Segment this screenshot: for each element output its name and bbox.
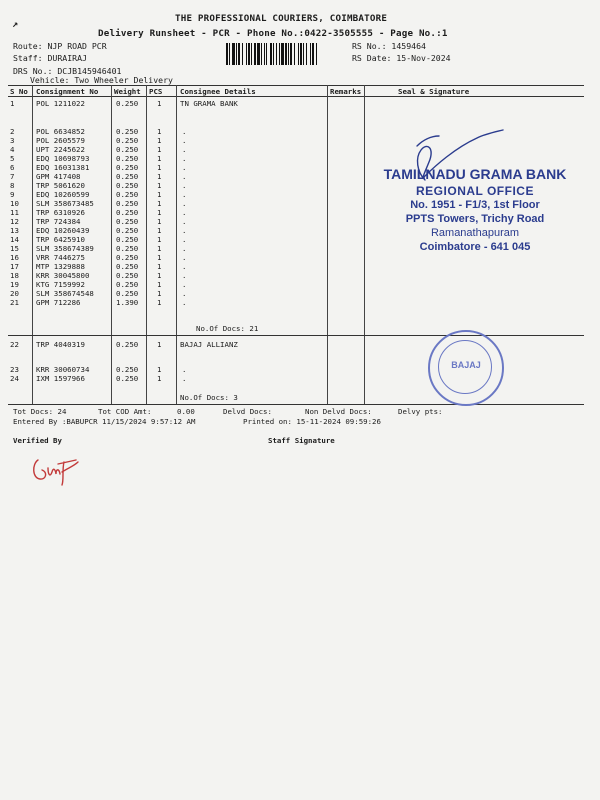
barcode-bar <box>229 43 230 65</box>
rs-date: RS Date: 15-Nov-2024 <box>352 53 451 63</box>
col-divider <box>146 85 147 405</box>
weight-cell: 0.250 <box>116 217 139 226</box>
sno-cell: 3 <box>10 136 15 145</box>
sno-cell: 14 <box>10 235 19 244</box>
barcode-bar <box>316 43 317 65</box>
rs-number: RS No.: 1459464 <box>352 41 426 51</box>
barcode-bar <box>310 43 311 65</box>
barcode-bar <box>254 43 256 65</box>
consignee-mark-cell: . <box>182 365 187 374</box>
pcs-cell: 1 <box>157 298 162 307</box>
consignment-cell: EDQ 10260439 <box>36 226 90 235</box>
barcode-bar <box>294 43 295 65</box>
barcode-bar <box>266 43 267 65</box>
barcode-bar <box>270 43 272 65</box>
pcs-cell: 1 <box>157 154 162 163</box>
pcs-cell: 1 <box>157 99 162 108</box>
staff-label: Staff: DURAIRAJ <box>13 53 87 63</box>
weight-cell: 0.250 <box>116 374 139 383</box>
consignment-cell: IXM 1597966 <box>36 374 85 383</box>
table-header-bottom-border <box>8 96 584 97</box>
consignee-mark-cell: . <box>182 181 187 190</box>
pcs-cell: 1 <box>157 244 162 253</box>
weight-cell: 0.250 <box>116 235 139 244</box>
bank-stamp-address-3: Ramanathapuram <box>430 227 520 239</box>
weight-cell: 0.250 <box>116 244 139 253</box>
sno-cell: 19 <box>10 280 19 289</box>
col-divider <box>327 85 328 405</box>
company-name: THE PROFESSIONAL COURIERS, COIMBATORE <box>175 13 388 24</box>
weight-cell: 0.250 <box>116 136 139 145</box>
docs-count-group-2: No.Of Docs: 3 <box>180 393 238 402</box>
pcs-cell: 1 <box>157 253 162 262</box>
weight-cell: 0.250 <box>116 190 139 199</box>
pcs-cell: 1 <box>157 289 162 298</box>
bank-stamp-name: TAMILNADU GRAMA BANK <box>383 166 567 182</box>
sno-cell: 13 <box>10 226 19 235</box>
pcs-cell: 1 <box>157 208 162 217</box>
delivered-docs-label: Delvd Docs: <box>223 407 272 416</box>
sno-cell: 22 <box>10 340 19 349</box>
sno-cell: 1 <box>10 99 15 108</box>
group-separator <box>8 335 584 336</box>
consignee-mark-cell: . <box>182 244 187 253</box>
weight-cell: 0.250 <box>116 181 139 190</box>
non-delivered-docs-label: Non Delvd Docs: <box>305 407 372 416</box>
barcode-icon <box>226 43 346 65</box>
barcode-bar <box>246 43 247 65</box>
consignment-cell: SLM 358673485 <box>36 199 94 208</box>
consignment-cell: GPM 712286 <box>36 298 81 307</box>
consignee-mark-cell: . <box>182 289 187 298</box>
consignee-tn-grama-bank: TN GRAMA BANK <box>180 99 238 108</box>
sno-cell: 18 <box>10 271 19 280</box>
sno-cell: 16 <box>10 253 19 262</box>
consignee-mark-cell: . <box>182 298 187 307</box>
consignment-cell: UPT 2245622 <box>36 145 85 154</box>
consignee-mark-cell: . <box>182 208 187 217</box>
consignee-mark-cell: . <box>182 154 187 163</box>
sno-cell: 10 <box>10 199 19 208</box>
barcode-bar <box>236 43 237 65</box>
weight-cell: 0.250 <box>116 154 139 163</box>
barcode-bar <box>290 43 292 65</box>
corner-mark-icon: ↗ <box>12 19 19 30</box>
weight-cell: 0.250 <box>116 340 139 349</box>
consignee-mark-cell: . <box>182 163 187 172</box>
col-header-remarks: Remarks <box>330 87 362 96</box>
sno-cell: 12 <box>10 217 19 226</box>
weight-cell: 0.250 <box>116 208 139 217</box>
total-cod-amount: 0.00 <box>177 407 195 416</box>
route-label: Route: NJP ROAD PCR <box>13 41 107 51</box>
consignment-cell: POL 1211022 <box>36 99 85 108</box>
weight-cell: 0.250 <box>116 289 139 298</box>
runsheet-title: Delivery Runsheet - PCR - Phone No.:0422-3505555 - Page No.:1 <box>98 28 448 39</box>
consignment-cell: TRP 4040319 <box>36 340 85 349</box>
total-cod-label: Tot COD Amt: <box>98 407 152 416</box>
consignee-mark-cell: . <box>182 235 187 244</box>
consignee-mark-cell: . <box>182 199 187 208</box>
pcs-cell: 1 <box>157 199 162 208</box>
consignee-mark-cell: . <box>182 136 187 145</box>
consignment-cell: SLM 358674389 <box>36 244 94 253</box>
barcode-bar <box>226 43 228 65</box>
col-header-pcs: PCS <box>149 87 163 96</box>
consignment-cell: TRP 6310926 <box>36 208 85 217</box>
consignment-cell: TRP 6425910 <box>36 235 85 244</box>
consignment-cell: TRP 724384 <box>36 217 81 226</box>
pcs-cell: 1 <box>157 280 162 289</box>
pcs-cell: 1 <box>157 172 162 181</box>
consignment-cell: EDQ 16031381 <box>36 163 90 172</box>
sno-cell: 7 <box>10 172 15 181</box>
staff-signature-label: Staff Signature <box>268 436 335 445</box>
consignment-cell: VRR 7446275 <box>36 253 85 262</box>
pcs-cell: 1 <box>157 190 162 199</box>
pcs-cell: 1 <box>157 262 162 271</box>
consignment-cell: TRP 5061620 <box>36 181 85 190</box>
weight-cell: 0.250 <box>116 199 139 208</box>
consignee-mark-cell: . <box>182 172 187 181</box>
barcode-bar <box>251 43 252 65</box>
consignment-cell: POL 6634852 <box>36 127 85 136</box>
sno-cell: 5 <box>10 154 15 163</box>
sno-cell: 9 <box>10 190 15 199</box>
pcs-cell: 1 <box>157 181 162 190</box>
barcode-bar <box>248 43 250 65</box>
bank-stamp-address-2: PPTS Towers, Trichy Road <box>405 213 545 225</box>
round-seal-text: BAJAJ <box>451 360 481 370</box>
consignee-mark-cell: . <box>182 127 187 136</box>
barcode-bar <box>276 43 277 65</box>
pcs-cell: 1 <box>157 136 162 145</box>
weight-cell: 1.390 <box>116 298 139 307</box>
barcode-bar <box>257 43 260 65</box>
total-docs: Tot Docs: 24 <box>13 407 67 416</box>
pcs-cell: 1 <box>157 163 162 172</box>
consignment-cell: EDQ 10260599 <box>36 190 90 199</box>
bank-stamp-address-1: No. 1951 - F1/3, 1st Floor <box>410 199 540 211</box>
consignee-mark-cell: . <box>182 190 187 199</box>
consignee-mark-cell: . <box>182 271 187 280</box>
handwritten-initials-icon <box>28 452 84 488</box>
drs-number: DRS No.: DCJB145946401 <box>13 66 122 76</box>
col-divider <box>111 85 112 405</box>
consignment-cell: GPM 417408 <box>36 172 81 181</box>
pcs-cell: 1 <box>157 127 162 136</box>
verified-by-label: Verified By <box>13 436 62 445</box>
col-header-sno: S No <box>10 87 28 96</box>
consignment-cell: KRR 30060734 <box>36 365 90 374</box>
barcode-bar <box>261 43 262 65</box>
consignment-cell: KRR 30045800 <box>36 271 90 280</box>
weight-cell: 0.250 <box>116 127 139 136</box>
consignment-cell: EDQ 10698793 <box>36 154 90 163</box>
printed-on: Printed on: 15-11-2024 09:59:26 <box>243 417 381 426</box>
consignee-mark-cell: . <box>182 280 187 289</box>
pcs-cell: 1 <box>157 374 162 383</box>
bank-stamp-office: REGIONAL OFFICE <box>416 184 534 198</box>
consignee-mark-cell: . <box>182 262 187 271</box>
consignee-bajaj-allianz: BAJAJ ALLIANZ <box>180 340 238 349</box>
sno-cell: 20 <box>10 289 19 298</box>
barcode-bar <box>288 43 289 65</box>
barcode-bar <box>242 43 243 65</box>
barcode-bar <box>281 43 284 65</box>
barcode-bar <box>303 43 304 65</box>
pcs-cell: 1 <box>157 340 162 349</box>
sno-cell: 11 <box>10 208 19 217</box>
sno-cell: 24 <box>10 374 19 383</box>
weight-cell: 0.250 <box>116 262 139 271</box>
sno-cell: 2 <box>10 127 15 136</box>
consignment-cell: POL 2605579 <box>36 136 85 145</box>
barcode-bar <box>298 43 299 65</box>
consignee-mark-cell: . <box>182 145 187 154</box>
barcode-bar <box>232 43 235 65</box>
table-bottom-border <box>8 404 584 405</box>
table-top-border <box>8 85 584 86</box>
col-divider <box>176 85 177 405</box>
weight-cell: 0.250 <box>116 99 139 108</box>
vehicle-label: Vehicle: Two Wheeler Delivery <box>30 75 173 85</box>
barcode-bar <box>300 43 302 65</box>
pcs-cell: 1 <box>157 226 162 235</box>
round-seal-icon <box>428 330 504 406</box>
pcs-cell: 1 <box>157 365 162 374</box>
weight-cell: 0.250 <box>116 253 139 262</box>
pcs-cell: 1 <box>157 217 162 226</box>
pcs-cell: 1 <box>157 235 162 244</box>
barcode-bar <box>273 43 274 65</box>
sno-cell: 4 <box>10 145 15 154</box>
sno-cell: 23 <box>10 365 19 374</box>
consignee-mark-cell: . <box>182 253 187 262</box>
consignment-cell: SLM 358674548 <box>36 289 94 298</box>
weight-cell: 0.250 <box>116 172 139 181</box>
sno-cell: 17 <box>10 262 19 271</box>
barcode-bar <box>306 43 307 65</box>
barcode-bar <box>238 43 240 65</box>
bank-stamp-address-4: Coimbatore - 641 045 <box>419 241 531 253</box>
barcode-bar <box>279 43 280 65</box>
col-divider <box>364 85 365 405</box>
col-header-weight: Weight <box>114 87 141 96</box>
col-header-consignee: Consignee Details <box>180 87 256 96</box>
col-divider <box>32 85 33 405</box>
weight-cell: 0.250 <box>116 280 139 289</box>
col-header-seal: Seal & Signature <box>398 87 470 96</box>
docs-count-group-1: No.Of Docs: 21 <box>196 324 259 333</box>
weight-cell: 0.250 <box>116 226 139 235</box>
sno-cell: 6 <box>10 163 15 172</box>
weight-cell: 0.250 <box>116 365 139 374</box>
pcs-cell: 1 <box>157 145 162 154</box>
pcs-cell: 1 <box>157 271 162 280</box>
delivery-points-label: Delvy pts: <box>398 407 443 416</box>
barcode-bar <box>285 43 287 65</box>
barcode-bar <box>264 43 265 65</box>
sno-cell: 8 <box>10 181 15 190</box>
sno-cell: 21 <box>10 298 19 307</box>
barcode-bar <box>312 43 314 65</box>
col-header-consignment: Consignment No <box>36 87 99 96</box>
sno-cell: 15 <box>10 244 19 253</box>
consignee-mark-cell: . <box>182 217 187 226</box>
weight-cell: 0.250 <box>116 163 139 172</box>
entered-by: Entered By :BABUPCR 11/15/2024 9:57:12 AM <box>13 417 196 426</box>
consignment-cell: KTG 7159992 <box>36 280 85 289</box>
consignee-mark-cell: . <box>182 374 187 383</box>
consignment-cell: MTP 1329888 <box>36 262 85 271</box>
weight-cell: 0.250 <box>116 145 139 154</box>
consignee-mark-cell: . <box>182 226 187 235</box>
weight-cell: 0.250 <box>116 271 139 280</box>
